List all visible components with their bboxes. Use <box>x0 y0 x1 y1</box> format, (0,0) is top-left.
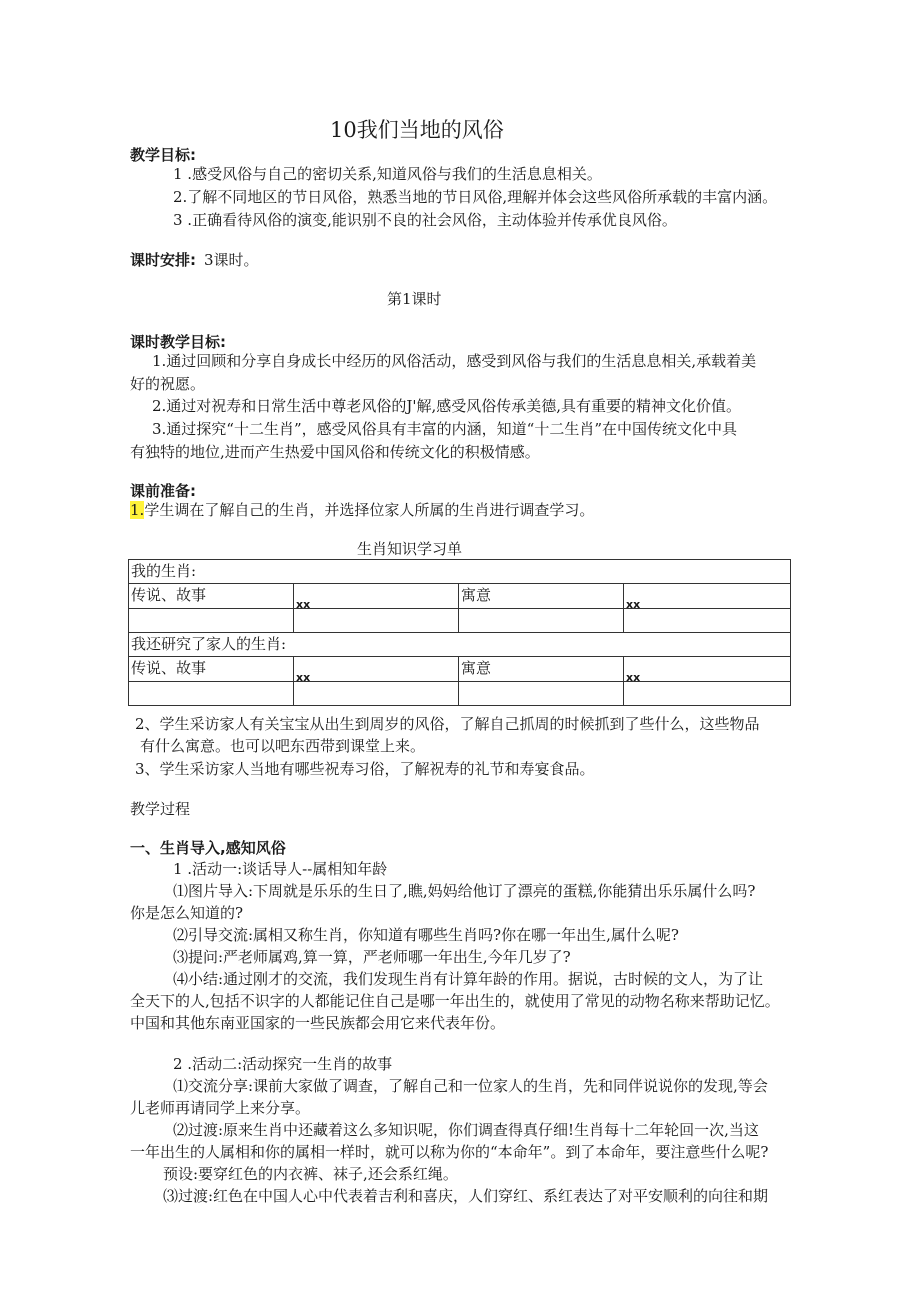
goal-item-3: 3 .正确看待风俗的演变,能识别不良的社会风俗，主动体验并传承优良风俗。 <box>173 211 677 229</box>
family-zodiac-cell: 我还研究了家人的生肖: <box>129 633 791 657</box>
prep-heading: 课前准备: <box>130 482 196 500</box>
table-row <box>129 560 791 584</box>
zodiac-worksheet-table <box>128 559 791 706</box>
table-row <box>129 584 791 609</box>
teaching-goals-heading: 教学目标: <box>130 146 196 164</box>
lesson-goal-2: 2.通过对祝寿和日常生活中尊老风俗的J'解,感受风俗传承美德,具有重要的精神文化价值。 <box>152 397 741 415</box>
legend-label-cell: 传说、故事 <box>129 584 294 609</box>
lesson-goal-3a: 3.通过探究“十二生肖”，感受风俗具有丰富的内涵，知道“十二生肖”在中国传统文化中具 <box>152 420 737 438</box>
page-title: 10我们当地的风俗 <box>330 118 504 142</box>
empty-cell <box>129 609 294 633</box>
legend-value-cell <box>294 584 459 609</box>
activity-1-step-1b: 你是怎么知道的? <box>130 904 244 922</box>
meaning-label-cell: 寓意 <box>459 584 624 609</box>
activity-1-step-1a: ⑴图片导入:下周就是乐乐的生日了,瞧,妈妈给他订了漂亮的蛋糕,你能猜出乐乐属什么吗? <box>173 882 756 900</box>
activity-2-step-1b: 儿老师再请同学上来分享。 <box>130 1099 311 1117</box>
activity-1-step-2: ⑵引导交流:属相又称生肖，你知道有哪些生肖吗?你在哪一年出生,属什么呢? <box>173 926 679 944</box>
schedule-value: 3课时。 <box>204 251 259 269</box>
process-heading: 教学过程 <box>130 800 191 818</box>
meaning-value-cell <box>624 584 791 609</box>
prep-item-3: 3、学生采访家人当地有哪些祝寿习俗，了解祝寿的礼节和寿宴食品。 <box>135 760 595 778</box>
lesson-goal-1a: 1.通过回顾和分享自身成长中经历的风俗活动，感受到风俗与我们的生活息息相关,承载着美 <box>152 352 757 370</box>
prep-item-1 <box>130 499 594 521</box>
table-row <box>129 657 791 682</box>
schedule-line <box>130 249 259 271</box>
activity-1-step-3: ⑶提问:严老师属鸡,算一算，严老师哪一年出生,今年几岁了? <box>173 948 571 966</box>
activity-2-step-1a: ⑴交流分享:课前大家做了调查，了解自己和一位家人的生肖，先和同伴说说你的发现,等会 <box>173 1077 768 1095</box>
activity-2-heading: 2 .活动二:活动探究一生肖的故事 <box>173 1055 393 1073</box>
lesson-goal-1b: 好的祝愿。 <box>130 375 206 393</box>
activity-2-step-2b: 一年出生的人属相和你的属相一样时，就可以称为你的“本命年”。到了本命年，要注意些什么呢? <box>130 1143 769 1161</box>
activity-1-step-4c: 中国和其他东南亚国家的一些民族都会用它来代表年份。 <box>130 1014 506 1032</box>
prep-item-1-text: 学生调在了解自己的生肖，并选择位家人所属的生肖进行调查学习。 <box>144 501 595 519</box>
activity-1-heading: 1 .活动一:谈话导人--属相知年龄 <box>173 860 388 878</box>
empty-cell <box>129 682 294 706</box>
activity-2-preset: 预设:要穿红色的内衣裤、袜子,还会系红绳。 <box>163 1165 458 1183</box>
schedule-heading: 课时安排: <box>130 251 196 269</box>
goal-item-2: 2.了解不同地区的节日风俗，熟悉当地的节日风俗,理解并体会这些风俗所承载的丰富内涵。 <box>173 188 778 206</box>
empty-cell <box>294 609 459 633</box>
table-title: 生肖知识学习单 <box>357 540 463 558</box>
placeholder-xx: xx <box>296 598 311 611</box>
activity-2-step-3: ⑶过渡:红色在中国人心中代表着吉利和喜庆，人们穿红、系红表达了对平安顺利的向往和期 <box>163 1187 769 1205</box>
lesson-goals-heading: 课时教学目标: <box>130 333 226 351</box>
meaning-label-cell: 寓意 <box>459 657 624 682</box>
table-row <box>129 682 791 706</box>
placeholder-xx: xx <box>296 671 311 684</box>
legend-label-cell: 传说、故事 <box>129 657 294 682</box>
lesson-number: 第1课时 <box>387 290 442 308</box>
prep-item-2b: 有什么寓意。也可以吧东西带到课堂上来。 <box>140 737 426 755</box>
empty-cell <box>294 682 459 706</box>
activity-2-step-2a: ⑵过渡:原来生肖中还藏着这么多知识呢，你们调查得真仔细!生肖每十二年轮回一次,当这 <box>173 1121 759 1139</box>
lesson-goal-3b: 有独特的地位,进而产生热爱中国风俗和传统文化的积极情感。 <box>130 443 540 461</box>
prep-item-1-number: 1. <box>130 501 145 519</box>
empty-cell <box>624 609 791 633</box>
empty-cell <box>624 682 791 706</box>
placeholder-xx: xx <box>626 598 641 611</box>
activity-1-step-4b: 全天下的人,包括不识字的人都能记住自己是哪一年出生的，就使用了常见的动物名称来帮助记忆。 <box>130 992 780 1010</box>
empty-cell <box>459 609 624 633</box>
meaning-value-cell <box>624 657 791 682</box>
goal-item-1: 1 .感受风俗与自己的密切关系,知道风俗与我们的生活息息相关。 <box>173 165 602 183</box>
activity-1-step-4a: ⑷小结:通过刚才的交流，我们发现生肖有计算年龄的作用。据说，古时候的文人，为了让 <box>173 970 764 988</box>
table-row <box>129 609 791 633</box>
prep-item-2a: 2、学生采访家人有关宝宝从出生到周岁的风俗，了解自己抓周的时候抓到了些什么，这些物品 <box>135 715 760 733</box>
my-zodiac-cell: 我的生肖: <box>129 560 791 584</box>
legend-value-cell <box>294 657 459 682</box>
table-row <box>129 633 791 657</box>
placeholder-xx: xx <box>626 671 641 684</box>
section-1-heading: 一、生肖导入,感知风俗 <box>130 839 286 857</box>
empty-cell <box>459 682 624 706</box>
